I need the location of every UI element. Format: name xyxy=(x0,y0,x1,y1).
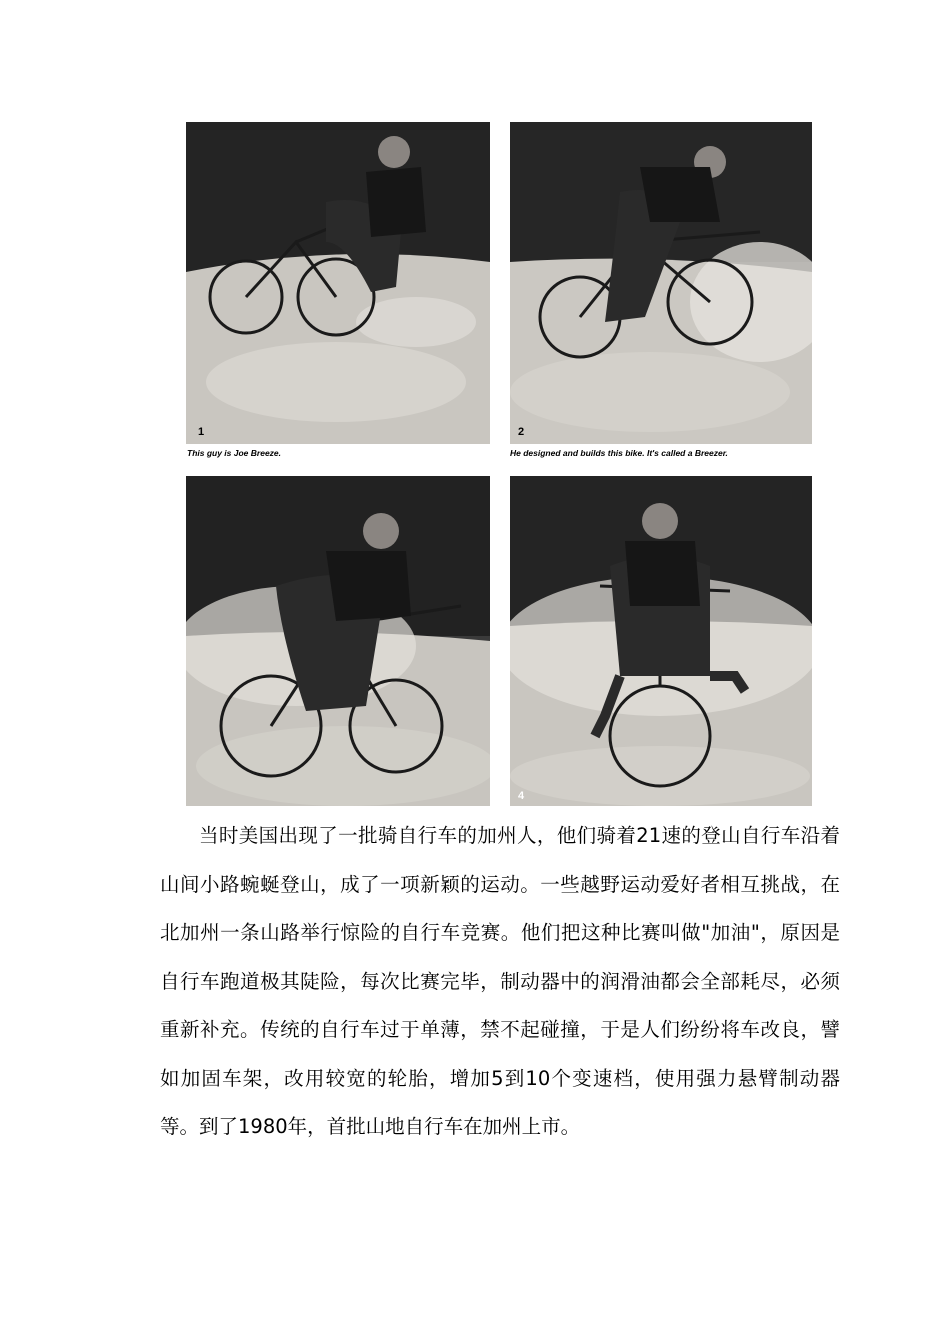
panel-1-number: 1 xyxy=(198,426,205,438)
panel-2-number: 2 xyxy=(518,426,525,438)
photo-3-image xyxy=(186,476,490,806)
photo-panel-4 xyxy=(510,476,812,806)
panel-1-caption: This guy is Joe Breeze. xyxy=(187,448,282,458)
photo-panel-1 xyxy=(186,122,490,444)
panel-2-caption: He designed and builds this bike. It's called a Breezer. xyxy=(510,448,728,458)
photo-panel-3 xyxy=(186,476,490,806)
photo-4-image xyxy=(510,476,812,806)
panel-4-number: 4 xyxy=(518,790,525,802)
photo-2-image xyxy=(510,122,812,444)
photo-sequence-figure xyxy=(184,120,814,806)
photo-panel-2 xyxy=(510,122,812,444)
article-body xyxy=(160,812,840,1152)
photo-1-image xyxy=(186,122,490,444)
body-paragraph: 当时美国出现了一批骑自行车的加州人，他们骑着21速的登山自行车沿着山间小路蜿蜒登山，成了一项新颖的运动。一些越野运动爱好者相互挑战，在北加州一条山路举行惊险的自行车竞赛。他们把这种比赛叫做"加油"，原因是自行车跑道极其陡险，每次比赛完毕，制动器中的润滑油都会全部耗尽，必须重新补充。传统的自行车过于单薄，禁不起碰撞，于是人们纷纷将车改良，譬如加固车架，改用较宽的轮胎，增加5到10个变速档，使用强力悬臂制动器等。到了1980年，首批山地自行车在加州上市。 xyxy=(160,824,840,1138)
